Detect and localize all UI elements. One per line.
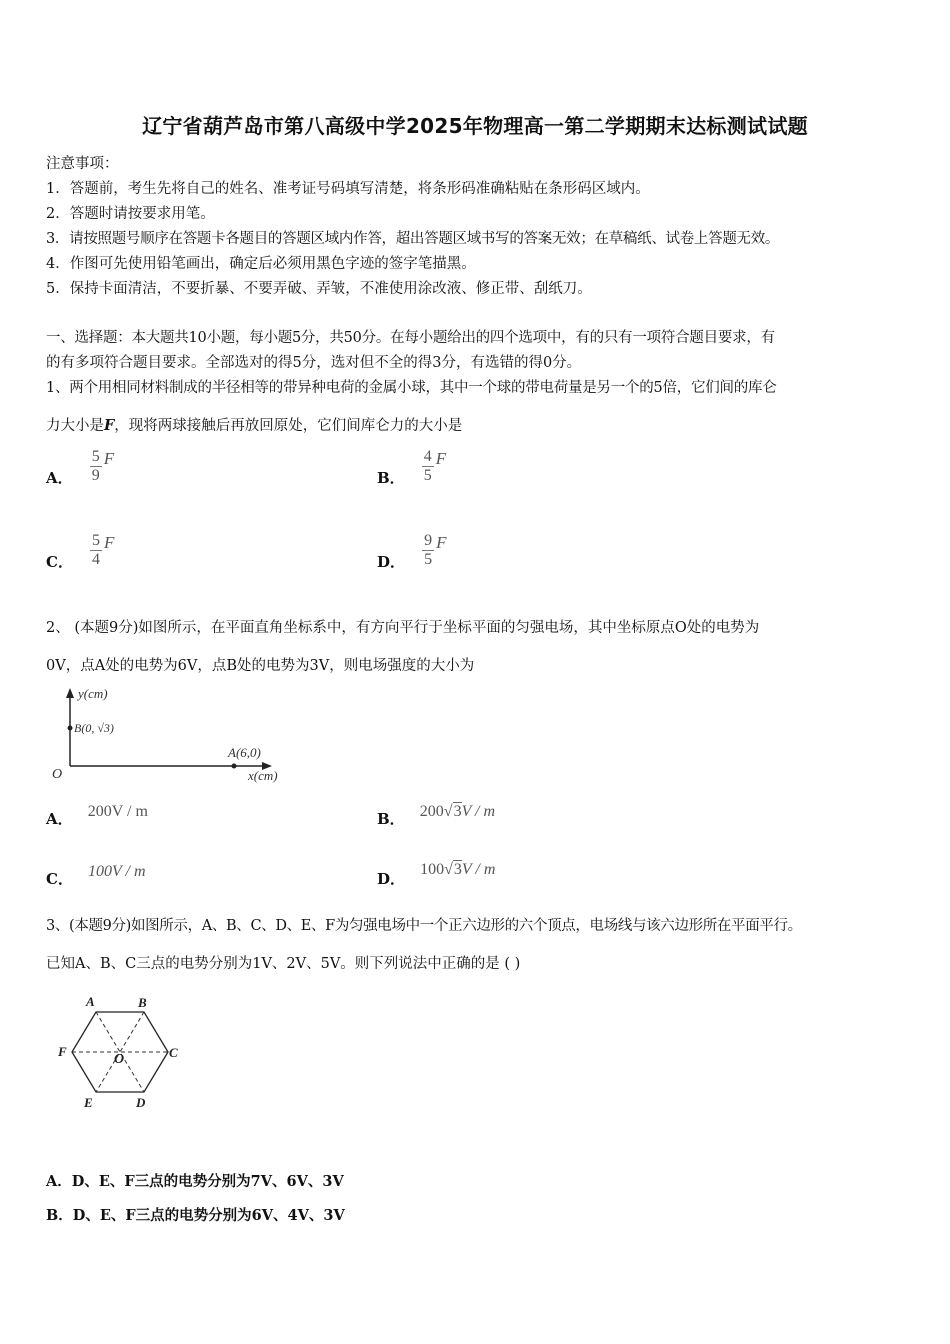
section-instructions-line1: 一、选择题：本大题共10小题，每小题5分，共50分。在每小题给出的四个选项中，有的只有一项符合题目要求，有 — [46, 330, 775, 346]
q2-option-b[interactable] — [377, 800, 496, 828]
option-value: 200√3V / m — [419, 803, 496, 820]
q3-option-a[interactable]: A．D、E、F三点的电势分别为7V、6V、3V — [46, 1173, 344, 1190]
origin-label: O — [52, 767, 63, 782]
vertex-a-label: A — [86, 994, 95, 1009]
fraction — [422, 532, 434, 569]
unit: V / m — [461, 861, 496, 878]
point-a-dot — [232, 764, 237, 769]
q2-option-c[interactable] — [46, 860, 146, 888]
q2-option-a[interactable] — [46, 800, 148, 828]
q3-stem-line2: 已知A、B、C三点的电势分别为1V、2V、5V。则下列说法中正确的是 ( ) — [46, 956, 521, 972]
vertex-d-label: D — [136, 1095, 146, 1110]
numerator: 4 — [423, 448, 432, 465]
vertex-e-label: E — [84, 1095, 93, 1110]
notice-item-3: 3．请按照题号顺序在答题卡各题目的答题区域内作答，超出答题区域书写的答案无效；在草稿纸、试卷上答题无效。 — [46, 231, 780, 247]
option-label: B． — [377, 469, 405, 487]
option-var: F — [435, 448, 447, 468]
x-axis-label: x(cm) — [248, 768, 278, 783]
vertex-f-label: F — [58, 1044, 67, 1059]
radicand: 3 — [453, 803, 462, 820]
option-var: F — [104, 532, 115, 552]
coefficient: 200 — [419, 803, 444, 820]
option-label: B． — [377, 810, 405, 828]
denominator: 4 — [92, 551, 101, 568]
point-b-dot — [68, 726, 73, 731]
q2-stem-line1: 2、 (本题9分)如图所示，在平面直角坐标系中，有方向平行于坐标平面的匀强电场，其中坐标原点O处的电势为 — [46, 620, 760, 636]
notice-item-4: 4．作图可先使用铅笔画出，确定后必须用黑色字迹的签字笔描黑。 — [46, 256, 476, 272]
option-value: 100√3V / m — [420, 861, 496, 878]
notice-item-5: 5．保持卡面清洁，不要折暴、不要弄破、弄皱，不准使用涂改液、修正带、刮纸刀。 — [46, 281, 592, 297]
unit: V / m — [461, 803, 496, 820]
option-var: F — [103, 448, 115, 468]
q1-stem-line2 — [46, 414, 462, 435]
center-o-label: O — [114, 1052, 125, 1067]
option-label: A． — [46, 810, 73, 828]
numerator: 9 — [424, 532, 433, 549]
q3-stem-line1: 3、(本题9分)如图所示，A、B、C、D、E、F为匀强电场中一个正六边形的六个顶点，电场线与该六边形所在平面平行。 — [46, 918, 802, 934]
q3-option-b[interactable]: B．D、E、F三点的电势分别为6V、4V、3V — [46, 1207, 345, 1224]
point-b-label: B(0, √3) — [74, 721, 114, 735]
fraction — [90, 532, 102, 569]
coefficient: 100 — [420, 861, 445, 878]
option-value: 200V / m — [87, 803, 148, 820]
q1-option-c[interactable] — [46, 532, 114, 569]
numerator: 5 — [91, 448, 100, 465]
radicand: 3 — [453, 861, 462, 878]
denominator: 5 — [423, 467, 432, 484]
q1-option-a[interactable] — [46, 448, 114, 485]
q1-stem-text-b: ，现将两球接触后再放回原处，它们间库仑力的大小是 — [114, 418, 463, 434]
denominator: 9 — [91, 467, 100, 484]
denominator: 5 — [424, 551, 433, 568]
option-label: D． — [377, 870, 406, 888]
q1-option-d[interactable] — [377, 532, 447, 569]
option-var: F — [436, 532, 447, 552]
q2-option-d[interactable] — [377, 858, 496, 888]
page-title: 辽宁省葫芦岛市第八高级中学2025年物理高一第二学期期末达标测试试题 — [142, 114, 808, 138]
q1-stem-line1: 1、两个用相同材料制成的半径相等的带异种电荷的金属小球，其中一个球的带电荷量是另一个的5倍，它们间的库仑 — [46, 380, 777, 396]
notice-heading: 注意事项： — [46, 156, 119, 172]
vertex-c-label: C — [169, 1045, 178, 1060]
y-axis-arrow — [66, 688, 74, 698]
q1-force-var: F — [104, 417, 115, 434]
q2-stem-line2: 0V，点A处的电势为6V，点B处的电势为3V，则电场强度的大小为 — [46, 658, 475, 674]
option-value: 100V / m — [88, 863, 146, 880]
notice-item-2: 2．答题时请按要求用笔。 — [46, 206, 215, 222]
option-label: C． — [46, 553, 73, 571]
option-label: D． — [377, 553, 406, 571]
y-axis-label: y(cm) — [78, 686, 108, 701]
option-label: C． — [46, 870, 73, 888]
q1-stem-text-a: 力大小是 — [46, 418, 104, 434]
point-a-label: A(6,0) — [228, 745, 261, 760]
vertex-b-label: B — [138, 995, 147, 1010]
fraction — [90, 448, 102, 485]
fraction — [422, 448, 434, 485]
option-label: A． — [46, 469, 73, 487]
section-instructions-line2: 的有多项符合题目要求。全部选对的得5分，选对但不全的得3分，有选错的得0分。 — [46, 355, 582, 371]
q2-coordinate-figure — [48, 684, 298, 784]
numerator: 5 — [92, 532, 101, 549]
q3-hexagon-figure — [54, 992, 184, 1112]
q1-option-b[interactable] — [377, 448, 446, 485]
notice-item-1: 1．答题前，考生先将自己的姓名、准考证号码填写清楚，将条形码准确粘贴在条形码区域内。 — [46, 181, 650, 197]
